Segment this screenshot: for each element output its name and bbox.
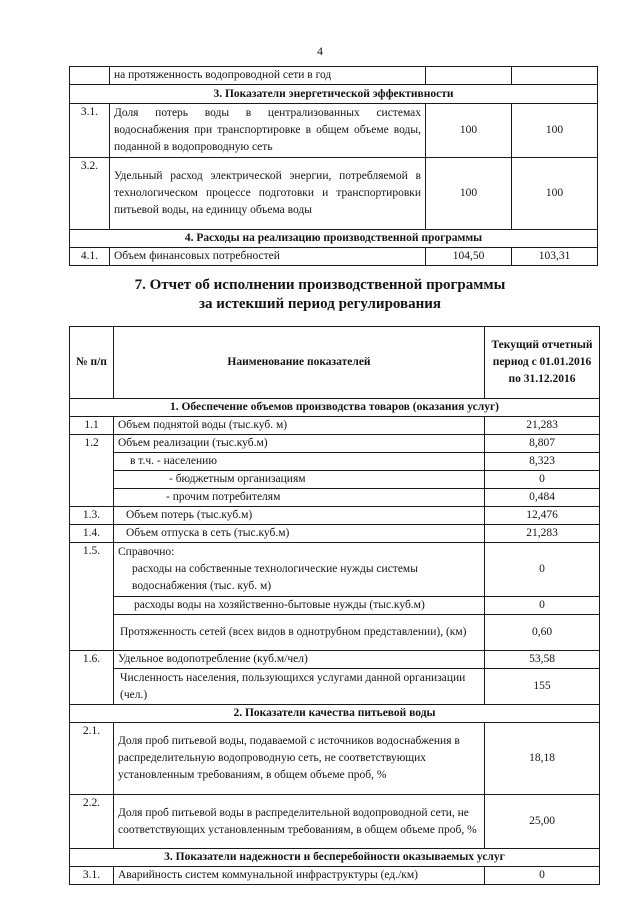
table-row — [70, 651, 600, 669]
section-row — [70, 705, 600, 723]
row-name: Аварийность систем коммунальной инфраструктуры (ед./км) — [114, 867, 485, 885]
row-value-1: 100 — [426, 104, 512, 158]
row-name: - бюджетным организациям — [114, 471, 485, 489]
row-name: Доля потерь воды в централизованных системах водоснабжения при транспортировке в общем объеме воды, поданной в водопроводную сеть — [110, 104, 426, 158]
heading-line-2: за истекший период регулирования — [198, 296, 442, 312]
table-row — [70, 723, 600, 795]
table-row — [70, 471, 600, 489]
row-number: 1.5. — [70, 543, 114, 651]
header-num: № п/п — [70, 327, 114, 399]
section-title: 3. Показатели надежности и бесперебойности оказываемых услуг — [70, 849, 600, 867]
row-number: 1.6. — [70, 651, 114, 705]
row-value: 8,323 — [485, 453, 600, 471]
section-row — [70, 399, 600, 417]
row-name: Удельное водопотребление (куб.м/чел) — [114, 651, 485, 669]
table-row — [70, 615, 600, 651]
row-value: 18,18 — [485, 723, 600, 795]
table-row — [70, 795, 600, 849]
table-row — [70, 867, 600, 885]
row-value: 0,60 — [485, 615, 600, 651]
row-value-1: 100 — [426, 158, 512, 230]
row-number: 2.2. — [70, 795, 114, 849]
table-row — [70, 489, 600, 507]
row-number: 4.1. — [70, 248, 110, 266]
indicators-table-continued — [69, 66, 598, 266]
row-name: Численность населения, пользующихся услугами данной организации (чел.) — [114, 669, 485, 705]
row-name: Объем потерь (тыс.куб.м) — [114, 507, 485, 525]
row-name: расходы на собственные технологические нужды системы водоснабжения (тыс. куб. м) — [132, 563, 418, 592]
row-name: - прочим потребителям — [114, 489, 485, 507]
row-value: 21,283 — [485, 525, 600, 543]
row-value-2: 100 — [512, 104, 598, 158]
row-name: расходы воды на хозяйственно-бытовые нужды (тыс.куб.м) — [114, 597, 485, 615]
header-row — [70, 327, 600, 399]
row-name: Объем финансовых потребностей — [110, 248, 426, 266]
row-number: 3.1. — [70, 867, 114, 885]
section-title: 2. Показатели качества питьевой воды — [70, 705, 600, 723]
row-value: 8,807 — [485, 435, 600, 453]
row-value: 0 — [485, 867, 600, 885]
row-name: Доля проб питьевой воды в распределительной водопроводной сети, не соответствующих установленным требованиям, в общем объеме проб, % — [114, 795, 485, 849]
table-row — [70, 67, 598, 85]
table-row — [70, 597, 600, 615]
row-value: 0 — [485, 597, 600, 615]
program-report-table — [69, 326, 600, 885]
row-value: 0 — [485, 471, 600, 489]
section-row — [70, 85, 598, 104]
table-row — [70, 507, 600, 525]
row-number: 1.1 — [70, 417, 114, 435]
row-name: Удельный расход электрической энергии, потребляемой в технологическом процессе подготовки и транспортировки питьевой воды, на единицу объема воды — [110, 158, 426, 230]
row-value-1: 104,50 — [426, 248, 512, 266]
row-name-block — [114, 543, 485, 597]
reference-label: Справочно: — [118, 546, 175, 558]
page-number: 4 — [317, 44, 323, 58]
row-number: 1.3. — [70, 507, 114, 525]
row-value-2: 100 — [512, 158, 598, 230]
table-row — [70, 525, 600, 543]
section-row — [70, 849, 600, 867]
section-title: 4. Расходы на реализацию производственной программы — [70, 230, 598, 248]
section-row — [70, 230, 598, 248]
row-value: 25,00 — [485, 795, 600, 849]
header-period: Текущий отчетный период с 01.01.2016 по 31.12.2016 — [485, 327, 600, 399]
row-name: Объем отпуска в сеть (тыс.куб.м) — [114, 525, 485, 543]
table-row — [70, 435, 600, 453]
section-title: 3. Показатели энергетической эффективности — [70, 85, 598, 104]
row-value: 155 — [485, 669, 600, 705]
row-value: 0 — [485, 543, 600, 597]
row-name: Объем поднятой воды (тыс.куб. м) — [114, 417, 485, 435]
row-name: Доля проб питьевой воды, подаваемой с источников водоснабжения в распределительную водопроводную сеть, не соответствующих установленным требованиям, в общем объеме проб, % — [114, 723, 485, 795]
table-row — [70, 158, 598, 230]
row-name: Объем реализации (тыс.куб.м) — [114, 435, 485, 453]
row-number: 3.2. — [70, 158, 110, 230]
table-row — [70, 543, 600, 597]
table-row — [70, 669, 600, 705]
table-row — [70, 453, 600, 471]
row-number: 1.2 — [70, 435, 114, 507]
table-row — [70, 417, 600, 435]
header-name: Наименование показателей — [114, 327, 485, 399]
row-value: 21,283 — [485, 417, 600, 435]
row-name: Протяженность сетей (всех видов в однотрубном представлении), (км) — [114, 615, 485, 651]
cell-name: на протяженность водопроводной сети в год — [110, 67, 426, 85]
section-heading — [0, 276, 640, 314]
table-row — [70, 104, 598, 158]
row-number: 3.1. — [70, 104, 110, 158]
section-title: 1. Обеспечение объемов производства товаров (оказания услуг) — [70, 399, 600, 417]
row-value: 53,58 — [485, 651, 600, 669]
table-row — [70, 248, 598, 266]
heading-line-1: 7. Отчет об исполнении производственной программы — [134, 277, 506, 293]
row-number: 2.1. — [70, 723, 114, 795]
row-number: 1.4. — [70, 525, 114, 543]
row-value: 0,484 — [485, 489, 600, 507]
row-value-2: 103,31 — [512, 248, 598, 266]
row-name: в т.ч. - населению — [114, 453, 485, 471]
row-value: 12,476 — [485, 507, 600, 525]
